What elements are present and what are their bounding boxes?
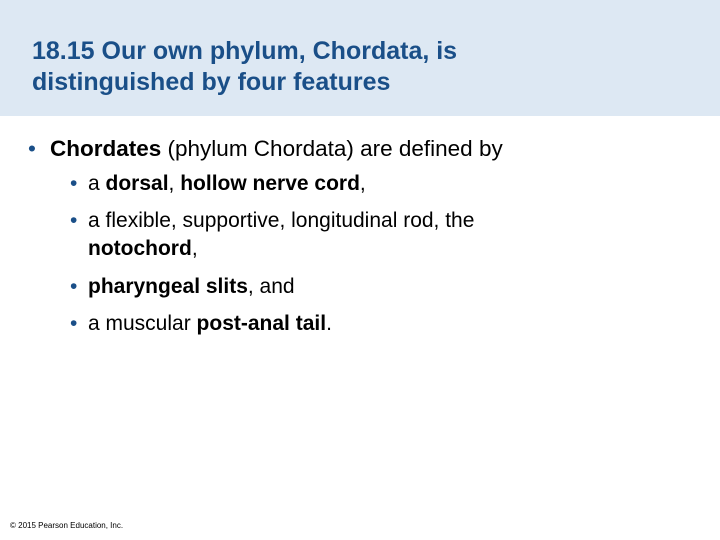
term-chordates: Chordates [50, 136, 162, 161]
bullet-icon: • [70, 209, 78, 232]
term-notochord: notochord [88, 237, 192, 260]
term-post-anal-tail: post-anal tail [196, 312, 327, 335]
sub-text: , [168, 172, 181, 195]
term-dorsal: dorsal [105, 172, 169, 195]
sub-bullet-nerve-cord [70, 170, 366, 198]
bullet-icon: • [70, 275, 78, 298]
bullet-icon: • [70, 312, 78, 335]
title-line-2: distinguished by four features [32, 68, 391, 96]
sub-bullet-notochord [70, 207, 474, 235]
sub-text: a flexible, supportive, longitudinal rod, the [88, 209, 475, 232]
bullet-icon: • [70, 172, 78, 195]
sub-text: . [326, 312, 332, 335]
sub-text: a [88, 172, 106, 195]
sub-text: , and [247, 275, 295, 298]
bullet-item-chordates [28, 132, 688, 166]
sub-text: a muscular [88, 312, 197, 335]
copyright-footer: © 2015 Pearson Education, Inc. [10, 521, 124, 530]
sub-bullet-post-anal-tail [70, 310, 332, 338]
sub-bullet-notochord-cont [88, 235, 198, 263]
bullet-text: (phylum Chordata) are defined by [161, 136, 503, 161]
term-hollow-nerve-cord: hollow nerve cord [180, 172, 360, 195]
sub-bullet-pharyngeal-slits [70, 273, 295, 301]
sub-text: , [191, 237, 198, 260]
term-pharyngeal-slits: pharyngeal slits [88, 275, 248, 298]
title-line-1: 18.15 Our own phylum, Chordata, is [32, 37, 458, 65]
bullet-icon: • [28, 136, 36, 161]
slide-title [32, 36, 692, 98]
sub-text: , [359, 172, 366, 195]
